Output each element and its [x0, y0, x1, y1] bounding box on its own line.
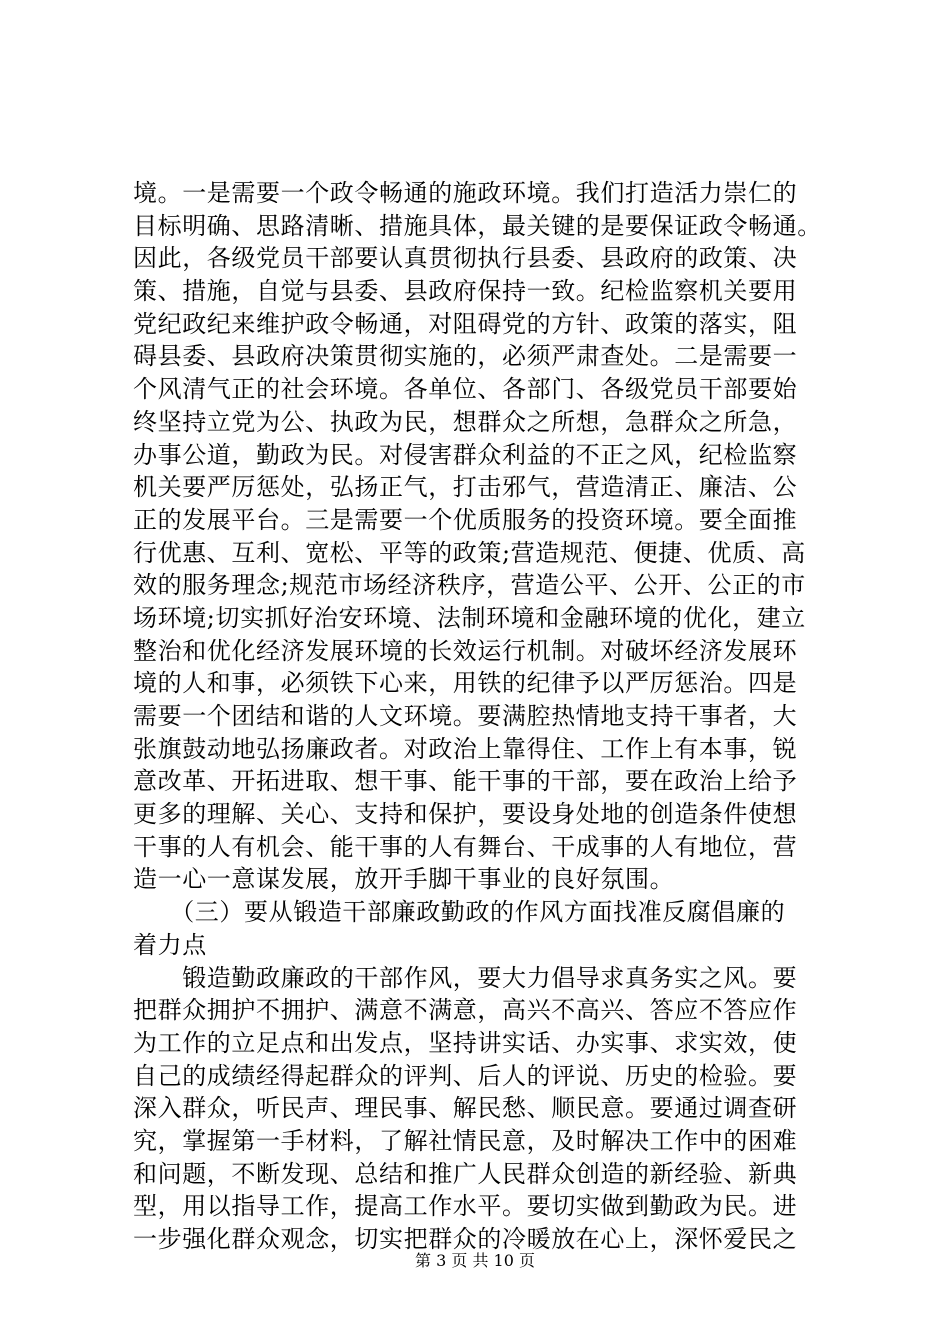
page-number-footer: 第 3 页 共 10 页 [415, 1251, 535, 1270]
text-line: 整治和优化经济发展环境的长效运行机制。对破坏经济发展环 [133, 636, 798, 665]
text-line: 境的人和事，必须铁下心来，用铁的纪律予以严厉惩治。四是 [133, 669, 798, 698]
text-line: 究，掌握第一手材料，了解社情民意，及时解决工作中的困难 [133, 1126, 798, 1155]
text-line: 碍县委、县政府决策贯彻实施的，必须严肃查处。二是需要一 [133, 342, 798, 371]
text-line: 更多的理解、关心、支持和保护，要设身处地的创造条件使想 [133, 800, 798, 829]
section-heading-line: 着力点 [133, 930, 207, 959]
text-line: 境。一是需要一个政令畅通的施政环境。我们打造活力崇仁的 [133, 179, 798, 207]
text-line: 场环境;切实抓好治安环境、法制环境和金融环境的优化，建立 [133, 603, 806, 632]
text-line: 终坚持立党为公、执政为民，想群众之所想，急群众之所急， [133, 407, 798, 436]
text-line: 和问题，不断发现、总结和推广人民群众创造的新经验、新典 [133, 1159, 798, 1188]
text-line: 党纪政纪来维护政令畅通，对阻碍党的方针、政策的落实，阻 [133, 309, 798, 338]
text-line: 意改革、开拓进取、想干事、能干事的干部，要在政治上给予 [133, 767, 798, 796]
text-line: 机关要严厉惩处，弘扬正气，打击邪气，营造清正、廉洁、公 [133, 473, 798, 502]
text-line: 效的服务理念;规范市场经济秩序，营造公平、公开、公正的市 [133, 571, 806, 600]
text-line: 目标明确、思路清晰、措施具体，最关键的是要保证政令畅通。 [133, 211, 822, 240]
text-line: 办事公道，勤政为民。对侵害群众利益的不正之风，纪检监察 [133, 440, 798, 469]
text-line: 把群众拥护不拥护、满意不满意，高兴不高兴、答应不答应作 [133, 996, 798, 1025]
text-line: 型，用以指导工作，提高工作水平。要切实做到勤政为民。进 [133, 1192, 798, 1221]
text-line: 为工作的立足点和出发点，坚持讲实话、办实事、求实效，使 [133, 1028, 798, 1057]
text-line: 一步强化群众观念，切实把群众的冷暖放在心上，深怀爱民之 [133, 1225, 798, 1253]
text-line: 需要一个团结和谐的人文环境。要满腔热情地支持干事者，大 [133, 702, 798, 730]
text-line: 正的发展平台。三是需要一个优质服务的投资环境。要全面推 [133, 505, 798, 534]
text-line: 锻造勤政廉政的干部作风，要大力倡导求真务实之风。要 [133, 963, 798, 992]
text-line: 造一心一意谋发展，放开手脚干事业的良好氛围。 [133, 865, 675, 894]
text-line: 深入群众，听民声、理民事、解民愁、顺民意。要通过调查研 [133, 1094, 798, 1123]
section-heading-line: （三）要从锻造干部廉政勤政的作风方面找准反腐倡廉的 [133, 898, 786, 927]
text-line: 因此，各级党员干部要认真贯彻执行县委、县政府的政策、决 [133, 244, 798, 273]
text-line: 自己的成绩经得起群众的评判、后人的评说、历史的检验。要 [133, 1061, 798, 1090]
document-body [133, 177, 823, 1256]
text-line: 行优惠、互利、宽松、平等的政策;营造规范、便捷、优质、高 [133, 538, 806, 567]
text-line: 干事的人有机会、能干事的人有舞台、干成事的人有地位，营 [133, 832, 798, 861]
text-line: 策、措施，自觉与县委、县政府保持一致。纪检监察机关要用 [133, 277, 798, 306]
text-line: 张旗鼓动地弘扬廉政者。对政治上靠得住、工作上有本事，锐 [133, 734, 798, 763]
text-line: 个风清气正的社会环境。各单位、各部门、各级党员干部要始 [133, 375, 798, 404]
